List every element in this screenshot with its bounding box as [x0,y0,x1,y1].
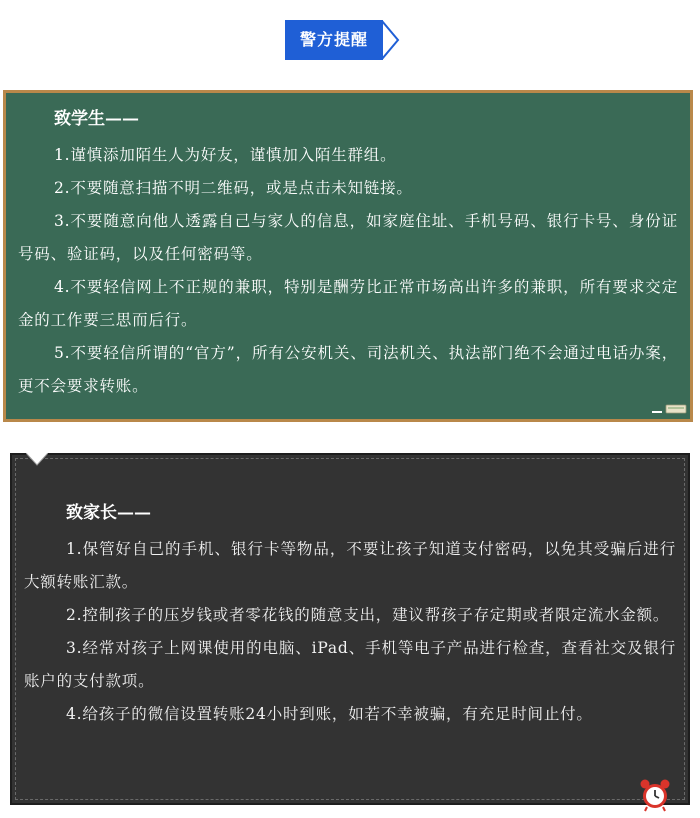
parents-content [24,497,676,731]
students-item-2: 2.不要随意扫描不明二维码，或是点击未知链接。 [54,179,413,197]
students-item-3: 3.不要随意向他人透露自己与家人的信息，如家庭住址、手机号码、银行卡号、身份证号码、验证码，以及任何密码等。 [18,212,678,263]
parents-item-2: 2.控制孩子的压岁钱或者零花钱的随意支出，建议帮孩子存定期或者限定流水金额。 [66,606,670,624]
parents-board [10,453,690,805]
students-content [18,103,678,403]
parents-title: 致家长—— [66,503,151,523]
students-title: 致学生—— [54,109,139,129]
parents-item-1: 1.保管好自己的手机、银行卡等物品，不要让孩子知道支付密码，以免其受骗后进行大额转账汇款。 [24,540,676,591]
board-notch [26,453,48,467]
students-item-5: 5.不要轻信所谓的“官方”，所有公安机关、司法机关、执法部门绝不会通过电话办案，更不会要求转账。 [18,344,678,395]
students-item-1: 1.谨慎添加陌生人为好友，谨慎加入陌生群组。 [54,146,397,164]
alert-header [285,20,415,60]
parents-item-4: 4.给孩子的微信设置转账24小时到账，如若不幸被骗，有充足时间止付。 [66,705,593,723]
students-board [3,90,693,422]
parents-item-3: 3.经常对孩子上网课使用的电脑、iPad、手机等电子产品进行检查，查看社交及银行账户的支付款项。 [24,639,676,690]
alarm-clock-icon [638,778,672,812]
arrow-right-icon [381,20,401,60]
chalk-eraser-icon [652,403,688,415]
students-item-4: 4.不要轻信网上不正规的兼职，特别是酬劳比正常市场高出许多的兼职，所有要求交定金的工作要三思而后行。 [18,278,678,329]
police-reminder-badge: 警方提醒 [285,20,383,60]
